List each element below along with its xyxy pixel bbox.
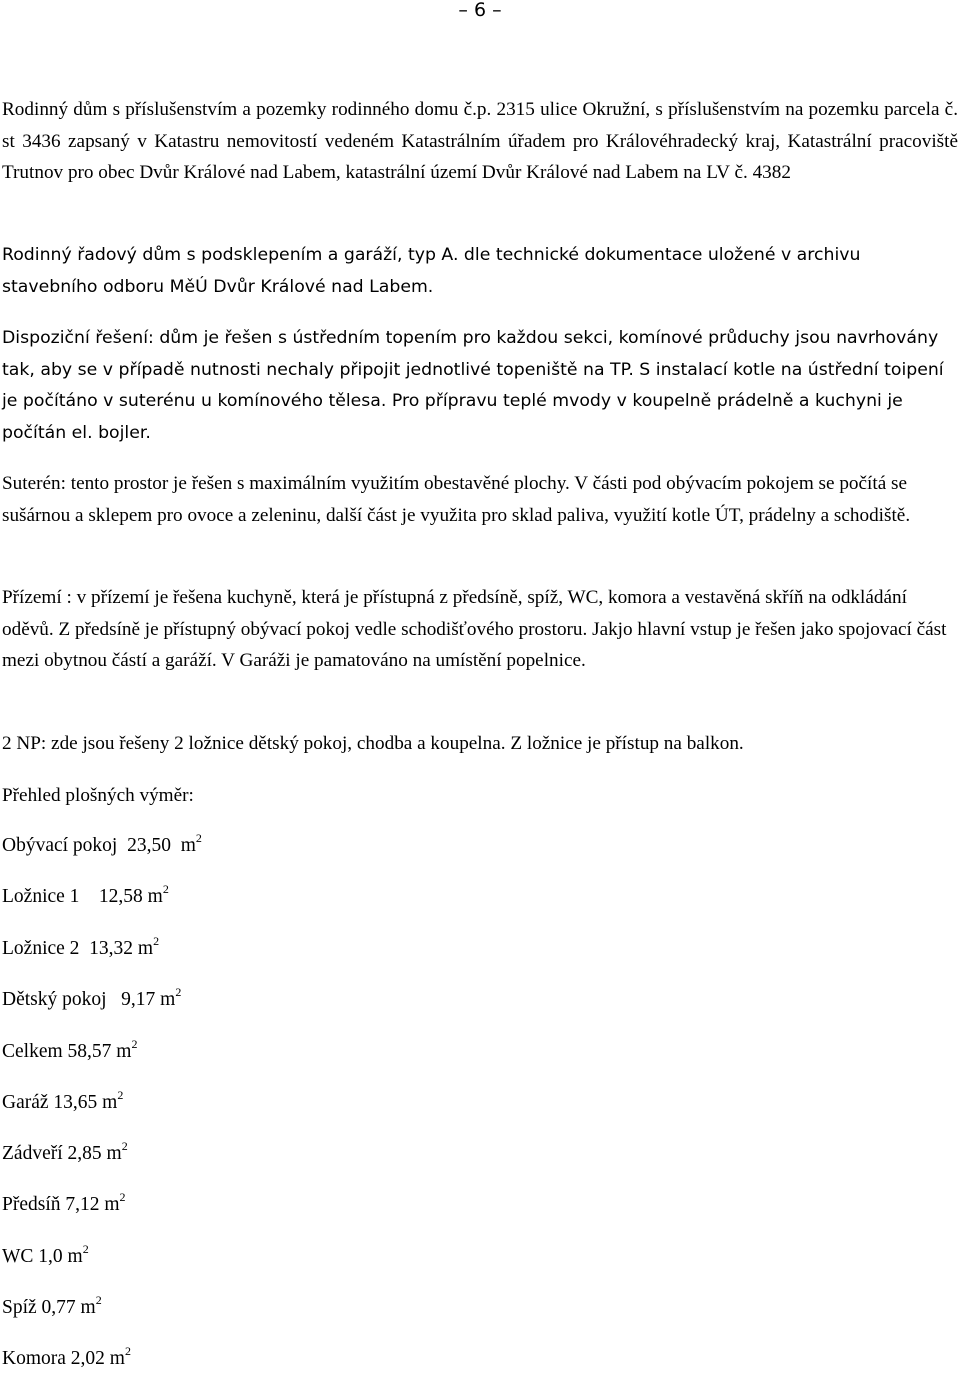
property-description: Rodinný dům s příslušenstvím a pozemky rodinného domu č.p. 2315 ulice Okružní, s příslušenstvím na pozemku parcela č. st 3436 zapsaný v Katastru nemovitostí vedeném Katastrálním úřadem pro Královéhradecký kraj, Katastrální pracoviště Trutnov pro obec Dvůr Králové nad Labem, katastrální území Dvůr Králové nad Labem na LV č. 4382 — [2, 99, 958, 183]
area-item-pantry — [2, 1294, 102, 1322]
area-item-back-entrance — [2, 1140, 128, 1168]
area-unit-exponent: 2 — [175, 985, 182, 999]
area-unit-exponent: 2 — [195, 831, 202, 845]
area-label: Obývací pokoj 23,50 m — [2, 835, 196, 856]
area-item-garage — [2, 1089, 123, 1117]
area-unit-exponent: 2 — [82, 1242, 89, 1256]
area-unit-exponent: 2 — [121, 1139, 128, 1153]
area-item-living-room — [2, 832, 202, 860]
page-number: – 6 – — [458, 0, 502, 21]
areas-heading: Přehled plošných výměr: — [2, 785, 194, 806]
area-item-total — [2, 1038, 137, 1066]
area-label: Zádveří 2,85 m — [2, 1143, 122, 1164]
area-item-children-room — [2, 986, 181, 1014]
area-label: Předsíň 7,12 m — [2, 1194, 120, 1215]
area-unit-exponent: 2 — [162, 882, 169, 896]
area-label: Ložnice 1 12,58 m — [2, 886, 163, 907]
area-unit-exponent: 2 — [153, 934, 160, 948]
area-label: Ložnice 2 13,32 m — [2, 938, 154, 959]
area-item-wc — [2, 1243, 89, 1271]
area-item-hallway — [2, 1191, 126, 1219]
area-label: Dětský pokoj 9,17 m — [2, 989, 176, 1010]
area-unit-exponent: 2 — [117, 1088, 124, 1102]
basement-paragraph: Suterén: tento prostor je řešen s maximálním využitím obestavěné plochy. V části pod obývacím pokojem se počítá se sušárnou a sklepem pro ovoce a zeleninu, další část je využita pro sklad paliva, využití kotle ÚT, prádelny a schodiště. — [2, 473, 911, 526]
ground-floor-paragraph: Přízemí : v přízemí je řešena kuchyně, která je přístupná z předsíně, spíž, WC, komora a vestavěná skříň na odkládání oděvů. Z předsíně je přístupný obývací pokoj vedle schodišťového prostoru. Jakjo hlavní vstup je řešen jako spojovací část mezi obytnou částí a garáží. V Garáži je pamatováno na umístění popelnice. — [2, 587, 947, 671]
area-label: WC 1,0 m — [2, 1246, 83, 1267]
area-label: Spíž 0,77 m — [2, 1297, 96, 1318]
area-unit-exponent: 2 — [119, 1190, 126, 1204]
layout-text: Dispoziční řešení: dům je řešen s ústředním topením pro každou sekci, komínové průduchy jsou navrhovány tak, aby se v případě nutnosti nechaly připojit jednotlivé topeniště na TP. S instalací kotle na ústřední toipení je počítáno v suterénu u komínového tělesa. Pro přípravu teplé mvody v koupelně prádelně a kuchyni je počítán el. bojler. — [2, 328, 944, 443]
area-item-storage — [2, 1345, 131, 1373]
area-label: Komora 2,02 m — [2, 1348, 125, 1369]
area-item-bedroom-2 — [2, 935, 159, 963]
area-label: Garáž 13,65 m — [2, 1092, 118, 1113]
area-label: Celkem 58,57 m — [2, 1041, 132, 1062]
second-floor-paragraph: 2 NP: zde jsou řešeny 2 ložnice dětský pokoj, chodba a koupelna. Z ložnice je přístup na balkon. — [2, 733, 744, 754]
area-unit-exponent: 2 — [131, 1037, 138, 1051]
area-item-bedroom-1 — [2, 883, 169, 911]
house-type-paragraph: Rodinný řadový dům s podsklepením a garáží, typ A. dle technické dokumentace uložené v archivu stavebního odboru MěÚ Dvůr Králové nad Labem. — [2, 245, 861, 297]
area-unit-exponent: 2 — [124, 1344, 131, 1358]
layout-paragraph — [2, 323, 958, 449]
area-unit-exponent: 2 — [95, 1293, 102, 1307]
